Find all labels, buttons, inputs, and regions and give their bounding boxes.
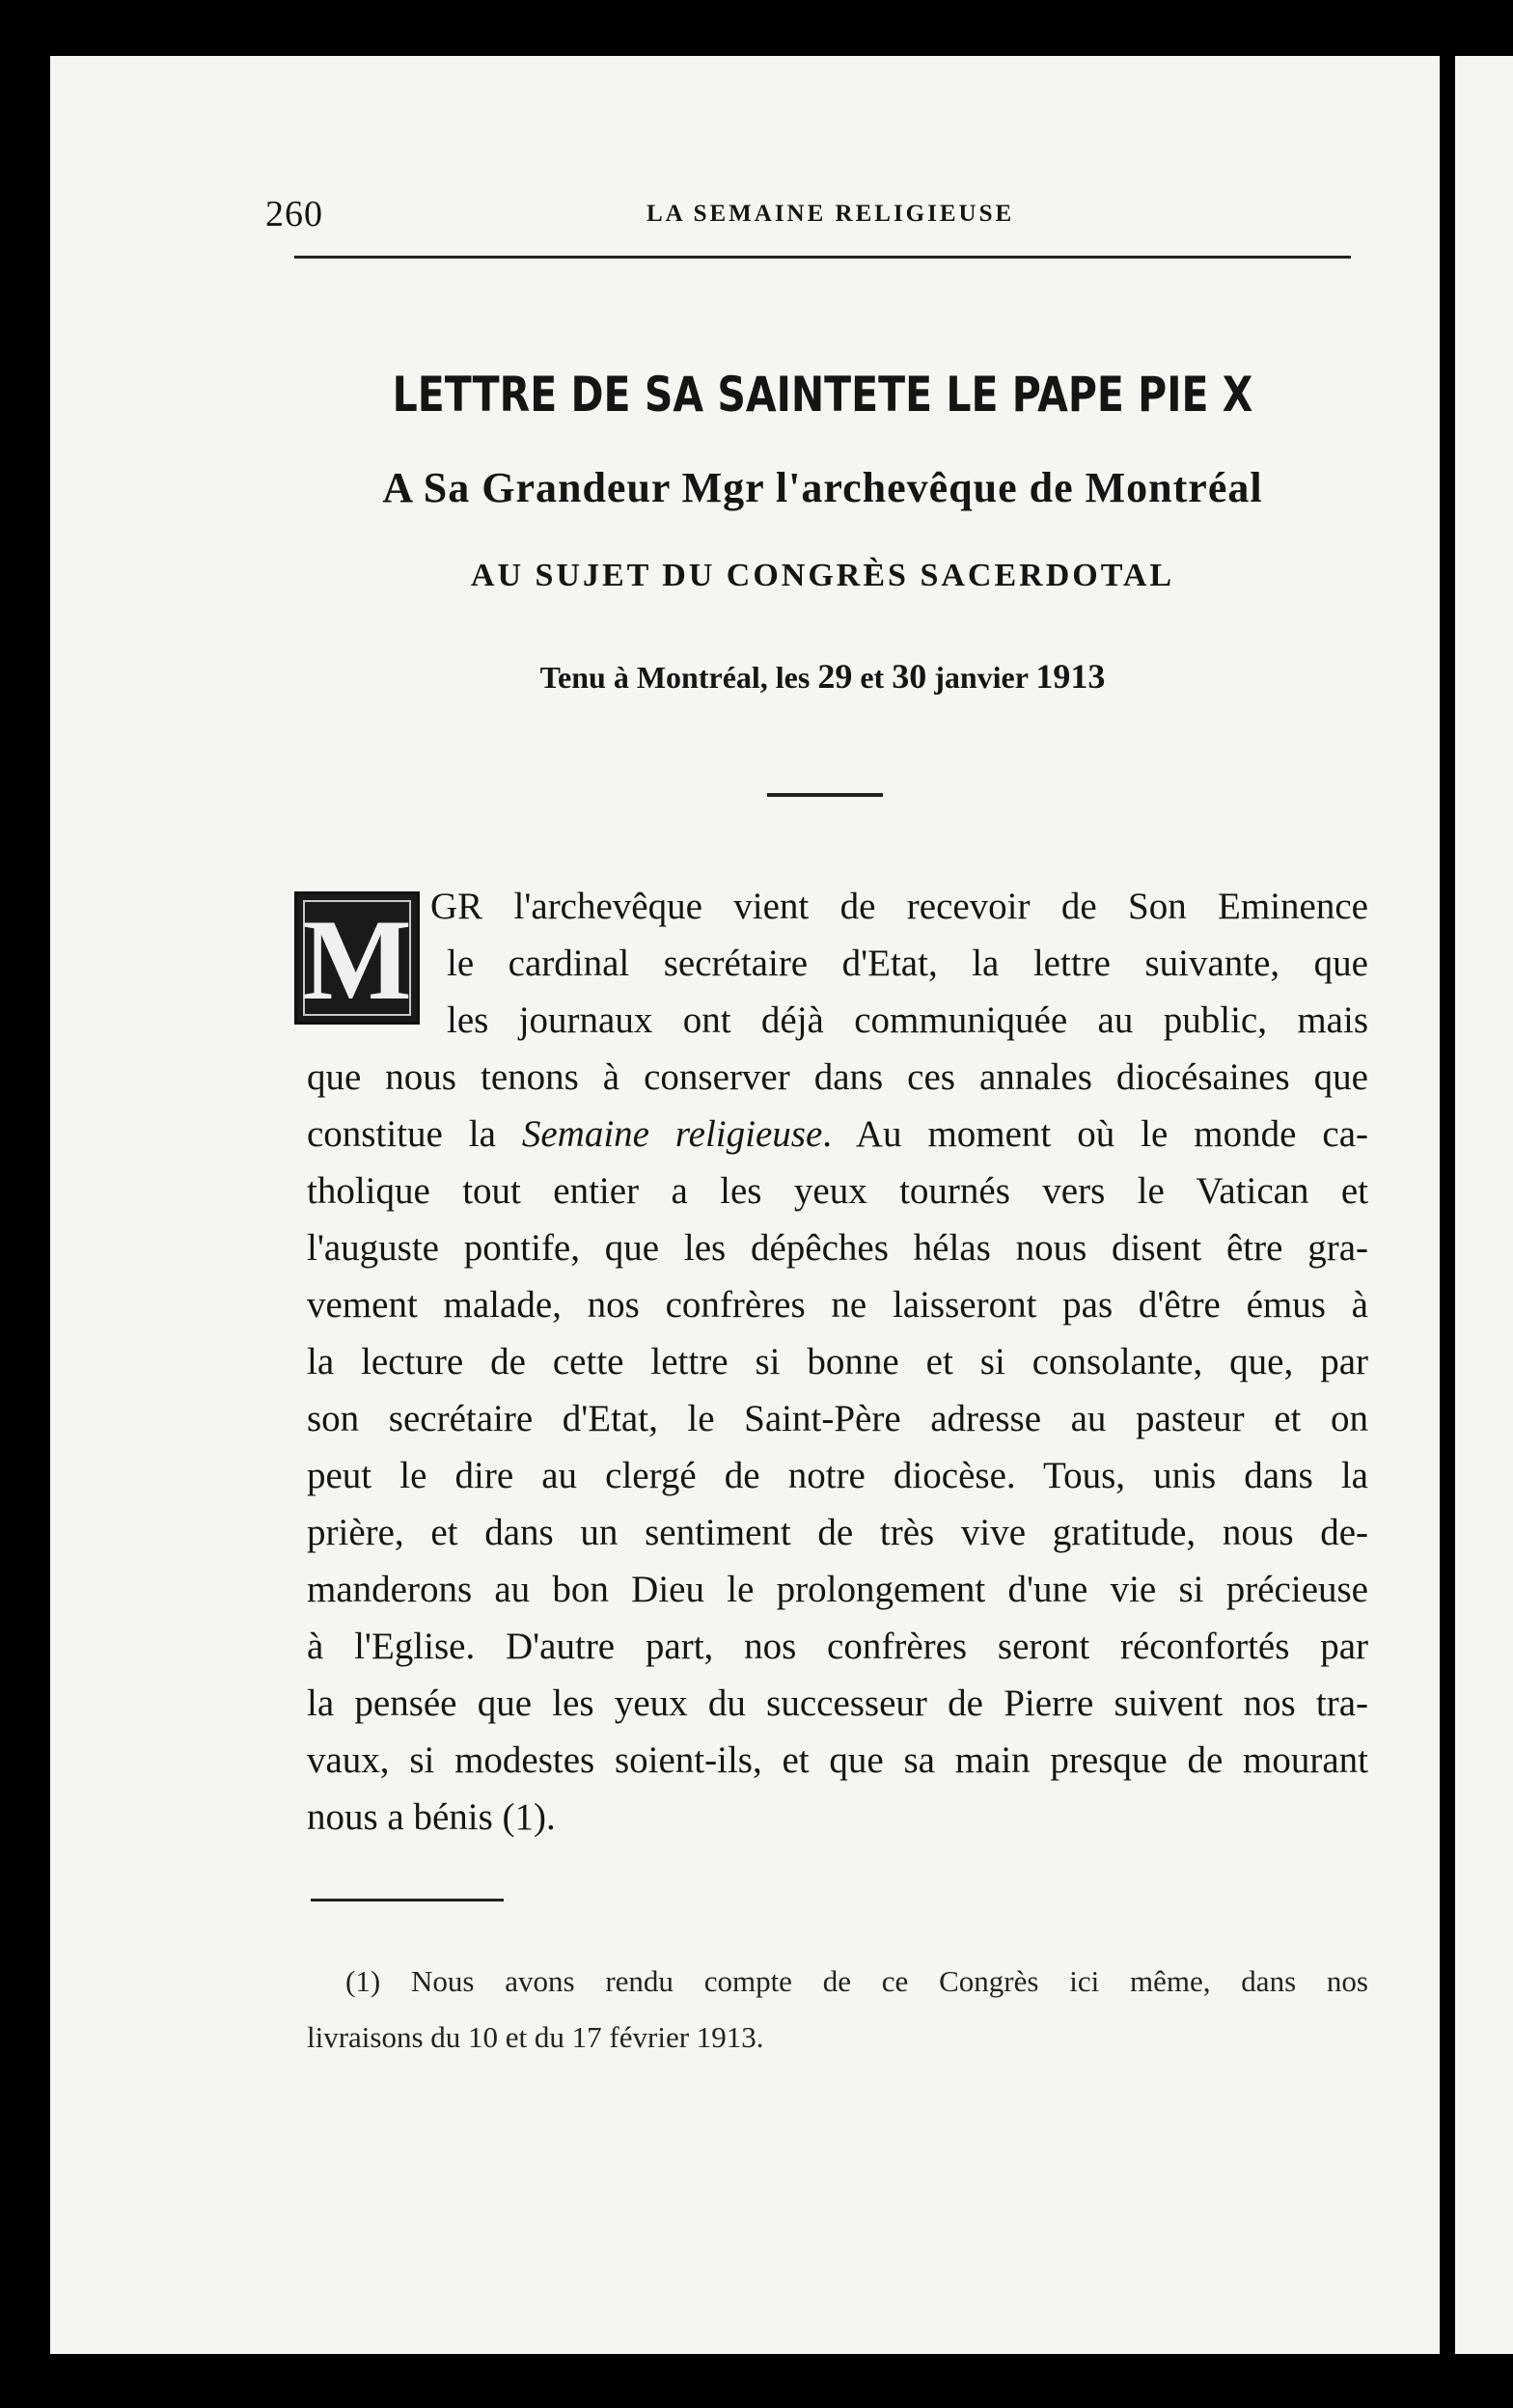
body-line: GR l'archevêque vient de recevoir de Son Eminence — [430, 886, 1368, 927]
footnote-line: (1) Nous avons rendu compte de ce Congrès ici même, dans nos — [345, 1964, 1368, 1998]
footnote — [307, 1954, 1368, 2066]
header-rule — [294, 256, 1351, 259]
body-line: la lecture de cette lettre si bonne et si consolante, que, par — [307, 1341, 1368, 1382]
article-title: LETTRE DE SA SAINTETE LE PAPE PIE X — [392, 367, 1253, 423]
footnote-rule — [311, 1899, 504, 1902]
italic-publication-title: Semaine religieuse — [521, 1113, 823, 1155]
body-line: tholique tout entier a les yeux tournés vers le Vatican et — [307, 1170, 1368, 1212]
body-line: que nous tenons à conserver dans ces annales diocésaines que — [307, 1056, 1368, 1098]
adjacent-page-edge — [1455, 56, 1513, 2354]
body-line: à l'Eglise. D'autre part, nos confrères seront réconfortés par — [307, 1626, 1368, 1667]
body-line: nous a bénis (1). — [307, 1796, 556, 1838]
body-line: vement malade, nos confrères ne laisseront pas d'être émus à — [307, 1284, 1368, 1326]
running-header — [217, 193, 1351, 241]
body-line: constitue la Semaine religieuse. Au moment où le monde ca- — [307, 1113, 1368, 1155]
body-line: manderons au bon Dieu le prolongement d'une vie si précieuse — [307, 1569, 1368, 1610]
footnote-line: livraisons du 10 et du 17 février 1913. — [307, 2020, 764, 2054]
running-title: LA SEMAINE RELIGIEUSE — [646, 201, 1015, 227]
body-line: la pensée que les yeux du successeur de Pierre suivent nos tra- — [307, 1683, 1368, 1724]
body-line: son secrétaire d'Etat, le Saint-Père adresse au pasteur et on — [307, 1398, 1368, 1439]
page-number: 260 — [265, 194, 323, 234]
article-subtitle-subject: AU SUJET DU CONGRÈS SACERDOTAL — [470, 558, 1175, 593]
article-subtitle-recipient: A Sa Grandeur Mgr l'archevêque de Montréal — [382, 464, 1263, 511]
body-line: les journaux ont déjà communiquée au public, mais — [447, 999, 1368, 1041]
body-line: prière, et dans un sentiment de très vive gratitude, nous de- — [307, 1512, 1368, 1553]
section-divider — [767, 793, 883, 797]
body-line: l'auguste pontife, que les dépêches hélas nous disent être gra- — [307, 1227, 1368, 1269]
article-subtitle-date: Tenu à Montréal, les 29 et 30 janvier 1913 — [539, 657, 1106, 696]
body-line: peut le dire au clergé de notre diocèse. Tous, unis dans la — [307, 1455, 1368, 1496]
body-paragraph — [307, 878, 1368, 1846]
body-line: vaux, si modestes soient-ils, et que sa main presque de mourant — [307, 1739, 1368, 1781]
drop-cap-letter: M — [302, 895, 412, 1024]
body-line: le cardinal secrétaire d'Etat, la lettre suivante, que — [447, 943, 1368, 984]
